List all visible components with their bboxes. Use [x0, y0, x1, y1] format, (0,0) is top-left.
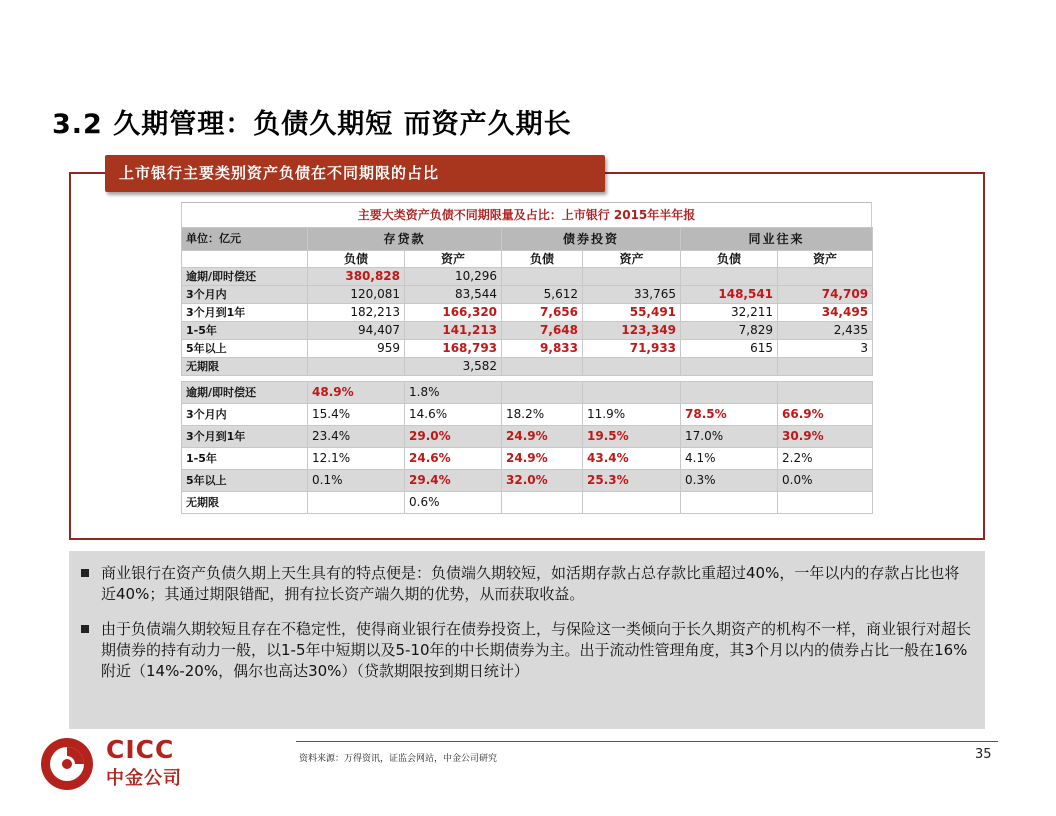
table-cell: 380,828 [308, 268, 405, 286]
table-cell: 148,541 [681, 286, 778, 304]
data-table-container [181, 202, 872, 514]
table-cell: 32.0% [502, 470, 583, 492]
table-cell: 2.2% [778, 448, 873, 470]
table-cell [308, 492, 405, 514]
table-cell: 25.3% [583, 470, 681, 492]
table-cell [502, 382, 583, 404]
table-cell: 10,296 [405, 268, 502, 286]
percent-row [182, 404, 873, 426]
table-caption: 主要大类资产负债不同期限量及占比：上市银行 2015年半年报 [181, 202, 872, 227]
amount-row [182, 286, 873, 304]
percent-row [182, 382, 873, 404]
cicc-coin-icon [38, 735, 96, 793]
amount-row [182, 304, 873, 322]
table-cell [778, 492, 873, 514]
table-cell: 166,320 [405, 304, 502, 322]
row-label: 3个月内 [182, 286, 308, 304]
table-cell: 34,495 [778, 304, 873, 322]
table-cell: 18.2% [502, 404, 583, 426]
subheader-liability: 负债 [681, 251, 778, 268]
table-cell [778, 382, 873, 404]
maturity-table [181, 227, 873, 514]
amount-row [182, 340, 873, 358]
table-cell: 94,407 [308, 322, 405, 340]
table-cell: 78.5% [681, 404, 778, 426]
row-label: 3个月内 [182, 404, 308, 426]
table-cell: 23.4% [308, 426, 405, 448]
amount-row [182, 322, 873, 340]
table-cell: 48.9% [308, 382, 405, 404]
source-note: 资料来源：万得资讯，证监会网站，中金公司研究 [299, 754, 498, 764]
table-cell: 11.9% [583, 404, 681, 426]
table-cell [778, 268, 873, 286]
logo-wordmark: CICC [106, 735, 175, 764]
subheader-liability: 负债 [502, 251, 583, 268]
subheader-asset: 资产 [778, 251, 873, 268]
subheader-blank [182, 251, 308, 268]
table-cell [583, 358, 681, 376]
row-label: 无期限 [182, 492, 308, 514]
logo-chinese-name: 中金公司 [106, 768, 182, 789]
table-cell [583, 382, 681, 404]
table-cell: 4.1% [681, 448, 778, 470]
table-cell: 0.6% [405, 492, 502, 514]
amount-row [182, 358, 873, 376]
row-label: 5年以上 [182, 470, 308, 492]
table-cell [681, 358, 778, 376]
table-cell: 71,933 [583, 340, 681, 358]
row-label: 无期限 [182, 358, 308, 376]
row-label: 逾期/即时偿还 [182, 268, 308, 286]
note-item [81, 563, 971, 605]
section-banner: 上市银行主要类别资产负债在不同期限的占比 [105, 155, 605, 192]
table-cell: 33,765 [583, 286, 681, 304]
table-cell: 19.5% [583, 426, 681, 448]
table-cell: 5,612 [502, 286, 583, 304]
table-cell: 24.9% [502, 426, 583, 448]
amount-row [182, 268, 873, 286]
row-label: 逾期/即时偿还 [182, 382, 308, 404]
table-cell: 0.3% [681, 470, 778, 492]
table-cell: 9,833 [502, 340, 583, 358]
row-label: 1-5年 [182, 322, 308, 340]
subheader-asset: 资产 [405, 251, 502, 268]
table-cell: 55,491 [583, 304, 681, 322]
table-cell: 168,793 [405, 340, 502, 358]
percent-row [182, 492, 873, 514]
table-header-sub [182, 251, 873, 268]
table-cell [778, 358, 873, 376]
percent-row [182, 448, 873, 470]
table-cell: 123,349 [583, 322, 681, 340]
table-cell: 17.0% [681, 426, 778, 448]
table-cell: 7,656 [502, 304, 583, 322]
table-cell [502, 268, 583, 286]
table-cell: 615 [681, 340, 778, 358]
table-header-groups [182, 228, 873, 251]
note-text: 商业银行在资产负债久期上天生具有的特点便是：负债端久期较短，如活期存款占总存款比重超过40%，一年以内的存款占比也将近40%；其通过期限错配，拥有拉长资产端久期的优势，从而获取收益。 [101, 564, 960, 603]
table-cell: 24.6% [405, 448, 502, 470]
table-cell: 14.6% [405, 404, 502, 426]
table-cell: 83,544 [405, 286, 502, 304]
row-label: 5年以上 [182, 340, 308, 358]
table-cell: 2,435 [778, 322, 873, 340]
note-text: 由于负债端久期较短且存在不稳定性，使得商业银行在债券投资上，与保险这一类倾向于长久期资产的机构不一样，商业银行对超长期债券的持有动力一般，以1-5年中短期以及5-10年的中长期债券为主。出于流动性管理角度，其3个月以内的债券占比一般在16%附近（14%-20%，偶尔也高达30%）（贷款期限按到期日统计） [101, 620, 972, 680]
table-cell: 1.8% [405, 382, 502, 404]
row-label: 3个月到1年 [182, 426, 308, 448]
notes-panel [69, 551, 985, 729]
table-cell: 29.0% [405, 426, 502, 448]
table-cell: 29.4% [405, 470, 502, 492]
percent-row [182, 426, 873, 448]
table-cell: 32,211 [681, 304, 778, 322]
table-cell: 30.9% [778, 426, 873, 448]
table-cell [681, 268, 778, 286]
table-cell: 7,829 [681, 322, 778, 340]
table-cell: 74,709 [778, 286, 873, 304]
row-label: 3个月到1年 [182, 304, 308, 322]
table-cell: 43.4% [583, 448, 681, 470]
table-cell: 120,081 [308, 286, 405, 304]
table-cell: 24.9% [502, 448, 583, 470]
table-cell: 7,648 [502, 322, 583, 340]
subheader-asset: 资产 [583, 251, 681, 268]
cicc-logo [38, 733, 208, 793]
table-cell [502, 358, 583, 376]
note-item [81, 619, 971, 682]
unit-label: 单位：亿元 [182, 228, 308, 251]
table-cell: 66.9% [778, 404, 873, 426]
table-cell: 0.0% [778, 470, 873, 492]
table-cell [681, 492, 778, 514]
square-bullet-icon [81, 625, 89, 633]
group-header-interbank: 同业往来 [681, 228, 873, 251]
page-number: 35 [975, 747, 992, 762]
table-cell: 15.4% [308, 404, 405, 426]
table-cell: 141,213 [405, 322, 502, 340]
group-header-deposits-loans: 存贷款 [308, 228, 502, 251]
group-header-bond-investment: 债券投资 [502, 228, 681, 251]
table-cell: 12.1% [308, 448, 405, 470]
table-cell: 0.1% [308, 470, 405, 492]
table-cell: 3,582 [405, 358, 502, 376]
row-label: 1-5年 [182, 448, 308, 470]
table-cell: 3 [778, 340, 873, 358]
table-cell [681, 382, 778, 404]
table-cell [583, 268, 681, 286]
table-cell: 182,213 [308, 304, 405, 322]
subheader-liability: 负债 [308, 251, 405, 268]
table-cell [308, 358, 405, 376]
table-cell [583, 492, 681, 514]
slide-title: 3.2 久期管理：负债久期短 而资产久期长 [52, 109, 572, 140]
table-cell: 959 [308, 340, 405, 358]
percent-row [182, 470, 873, 492]
table-cell [502, 492, 583, 514]
square-bullet-icon [81, 569, 89, 577]
footer-divider [296, 741, 998, 742]
